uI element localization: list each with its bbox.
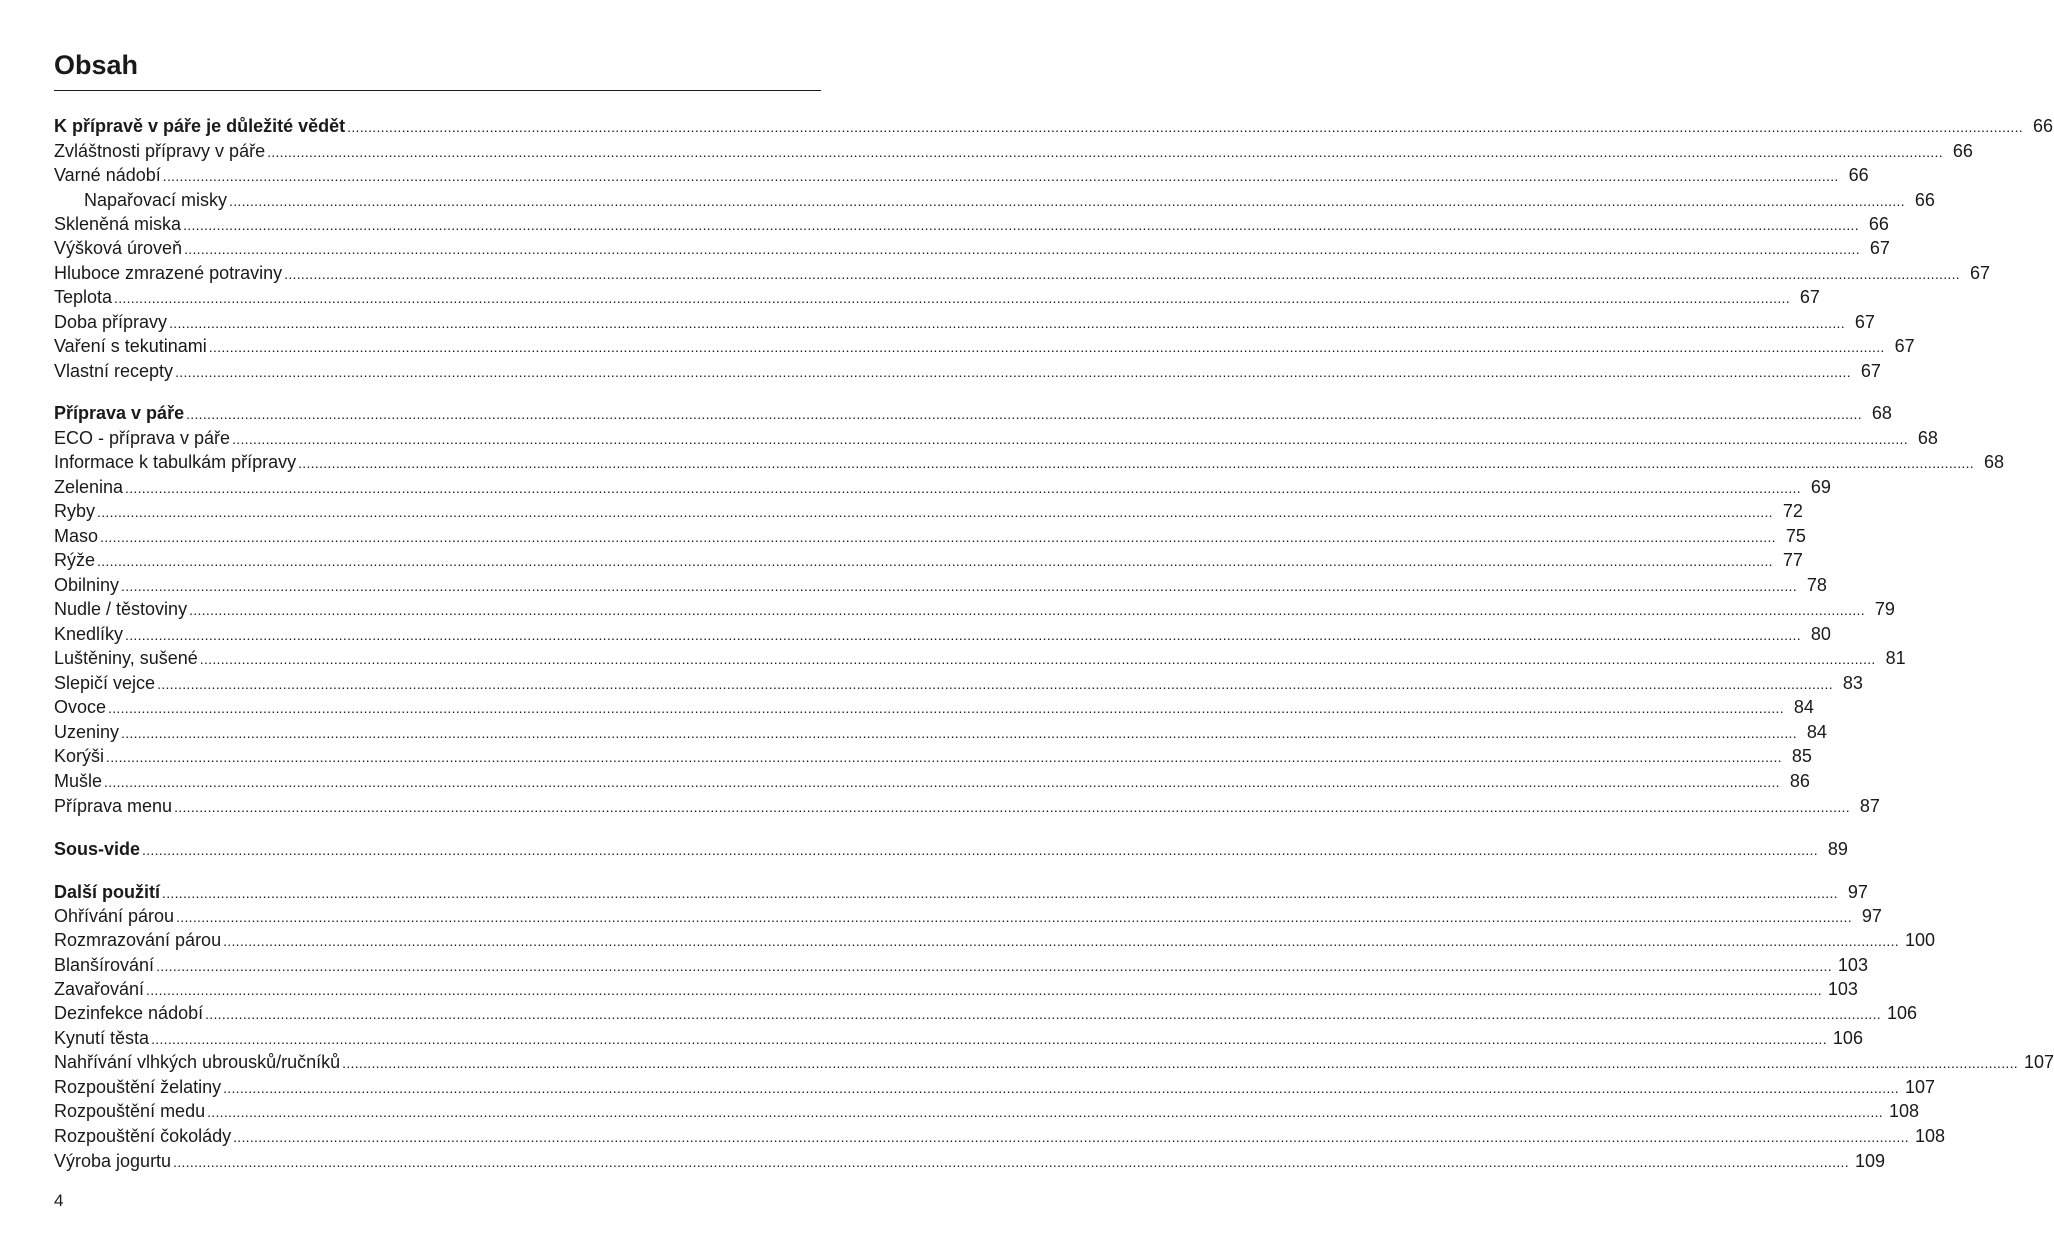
toc-entry[interactable] [54,188,1935,212]
toc-entry[interactable] [54,671,1863,695]
dot-leader: ................................................................................................................................................................................................................................................................................................................................................................................................................ [223,1080,1899,1096]
toc-entry-page: 68 [1917,428,1938,448]
dot-leader: ................................................................................................................................................................................................................................................................................................................................................................................................................ [342,1055,2018,1071]
toc-entry-label: ECO - příprava v páře [54,428,231,448]
toc-entry-label: Nudle / těstoviny [54,599,188,619]
toc-entry-page: 80 [1810,624,1831,644]
dot-leader: ................................................................................................................................................................................................................................................................................................................................................................................................................ [151,1031,1827,1047]
toc-entry-page: 75 [1785,526,1806,546]
dot-leader: ................................................................................................................................................................................................................................................................................................................................................................................................................ [169,315,1845,331]
toc-entry-label: Příprava menu [54,796,173,816]
toc-entry-label: Doba přípravy [54,312,168,332]
toc-entry-label: Sous-vide [54,839,141,859]
dot-leader: ................................................................................................................................................................................................................................................................................................................................................................................................................ [104,774,1780,790]
dot-leader: ................................................................................................................................................................................................................................................................................................................................................................................................................ [162,168,1839,184]
dot-leader: ................................................................................................................................................................................................................................................................................................................................................................................................................ [114,290,1790,306]
toc-entry[interactable] [54,450,2004,474]
toc-entry-label: Vaření s tekutinami [54,336,207,356]
toc-entry[interactable] [54,573,1827,597]
toc-entry-label: Příprava v páře [54,403,185,423]
toc-entry-label: Ovoce [54,697,107,717]
dot-leader: ................................................................................................................................................................................................................................................................................................................................................................................................................ [176,909,1852,925]
toc-entry[interactable] [54,401,1892,425]
dot-leader: ................................................................................................................................................................................................................................................................................................................................................................................................................ [125,480,1801,496]
toc-entry[interactable] [54,310,1875,334]
dot-leader: ................................................................................................................................................................................................................................................................................................................................................................................................................ [229,193,1905,209]
toc-entry-page: 106 [1886,1003,1918,1023]
dot-leader: ................................................................................................................................................................................................................................................................................................................................................................................................................ [100,529,1776,545]
dot-leader: ................................................................................................................................................................................................................................................................................................................................................................................................................ [298,455,1974,471]
toc-entry-label: Korýši [54,746,105,766]
toc-entry-label: Informace k tabulkám přípravy [54,452,297,472]
toc-entry[interactable] [54,548,1803,572]
dot-leader: ................................................................................................................................................................................................................................................................................................................................................................................................................ [189,602,1865,618]
toc-entry[interactable] [54,646,1906,670]
toc-entry-label: Mušle [54,771,103,791]
toc-entry-page: 107 [2024,1052,2054,1072]
toc-entry-label: Nahřívání vlhkých ubrousků/ručníků [54,1052,341,1072]
dot-leader: ................................................................................................................................................................................................................................................................................................................................................................................................................ [97,553,1773,569]
dot-leader: ................................................................................................................................................................................................................................................................................................................................................................................................................ [157,676,1833,692]
dot-leader: ................................................................................................................................................................................................................................................................................................................................................................................................................ [232,431,1908,447]
dot-leader: ................................................................................................................................................................................................................................................................................................................................................................................................................ [183,217,1859,233]
toc-entry-label: Skleněná miska [54,214,182,234]
toc-entry[interactable] [54,744,1812,768]
toc-entry[interactable] [54,499,1803,523]
dot-leader: ................................................................................................................................................................................................................................................................................................................................................................................................................ [207,1104,1883,1120]
toc-entry-page: 87 [1859,796,1880,816]
toc-entry-page: 72 [1782,501,1803,521]
toc-entry-page: 69 [1810,477,1831,497]
toc-entry-page: 66 [1848,165,1869,185]
toc-entry-page: 66 [1868,214,1889,234]
page-title: Obsah [54,50,139,80]
toc-entry-page: 67 [1869,238,1890,258]
toc-entry[interactable] [54,977,1858,1001]
toc-entry-page: 67 [1860,361,1881,381]
dot-leader: ................................................................................................................................................................................................................................................................................................................................................................................................................ [199,651,1876,667]
toc-entry[interactable] [54,1001,1918,1025]
toc-entry[interactable] [54,622,1831,646]
toc-entry[interactable] [54,261,1990,285]
toc-entry[interactable] [54,139,1973,163]
dot-leader: ................................................................................................................................................................................................................................................................................................................................................................................................................ [173,1154,1849,1170]
dot-leader: ................................................................................................................................................................................................................................................................................................................................................................................................................ [121,725,1797,741]
toc-entry-page: 85 [1791,746,1812,766]
toc-entry-page: 78 [1806,575,1827,595]
dot-leader: ................................................................................................................................................................................................................................................................................................................................................................................................................ [205,1006,1881,1022]
toc-entry[interactable] [54,1026,1863,1050]
toc-entry[interactable] [54,1124,1946,1148]
toc-entry-label: Rozpouštění čokolády [54,1126,232,1146]
toc-entry-page: 67 [1969,263,1990,283]
dot-leader: ................................................................................................................................................................................................................................................................................................................................................................................................................ [208,339,1885,355]
toc-entry-page: 86 [1789,771,1810,791]
toc-entry-page: 77 [1782,550,1803,570]
dot-leader: ................................................................................................................................................................................................................................................................................................................................................................................................................ [97,504,1773,520]
toc-entry-page: 107 [1904,1077,1936,1097]
toc-entry-page: 97 [1847,882,1868,902]
toc-entry[interactable] [54,904,1882,928]
dot-leader: ................................................................................................................................................................................................................................................................................................................................................................................................................ [156,958,1832,974]
toc-entry[interactable] [54,426,1938,450]
dot-leader: ................................................................................................................................................................................................................................................................................................................................................................................................................ [162,885,1838,901]
title-divider [54,90,821,91]
toc-entry-label: Ryby [54,501,96,521]
dot-leader: ................................................................................................................................................................................................................................................................................................................................................................................................................ [284,266,1960,282]
toc-entry[interactable] [54,720,1827,744]
toc-entry-page: 108 [1914,1126,1946,1146]
dot-leader: ................................................................................................................................................................................................................................................................................................................................................................................................................ [125,627,1801,643]
toc-entry[interactable] [54,236,1890,260]
toc-entry[interactable] [54,695,1814,719]
toc-entry[interactable] [54,475,1831,499]
toc-entry[interactable] [54,1149,1885,1173]
toc-entry-page: 67 [1894,336,1915,356]
toc-entry-label: Zvláštnosti přípravy v páře [54,141,266,161]
toc-entry-label: Obilniny [54,575,120,595]
toc-entry-label: Varné nádobí [54,165,161,185]
page-number: 4 [54,1191,64,1210]
toc-entry-label: Napařovací misky [84,190,228,210]
toc-entry[interactable] [54,928,1935,952]
toc-entry-label: Dezinfekce nádobí [54,1003,204,1023]
toc-entry[interactable] [54,212,1889,236]
dot-leader: ................................................................................................................................................................................................................................................................................................................................................................................................................ [142,842,1818,858]
toc-entry[interactable] [54,1099,1919,1123]
toc-entry-page: 68 [1871,403,1892,423]
toc-entry-page: 89 [1827,839,1848,859]
toc-entry-label: Blanšírování [54,955,155,975]
dot-leader: ................................................................................................................................................................................................................................................................................................................................................................................................................ [121,578,1797,594]
toc-entry[interactable] [54,163,1869,187]
toc-entry-page: 66 [1914,190,1935,210]
toc-entry-label: Maso [54,526,99,546]
dot-leader: ................................................................................................................................................................................................................................................................................................................................................................................................................ [174,799,1850,815]
dot-leader: ................................................................................................................................................................................................................................................................................................................................................................................................................ [223,933,1899,949]
toc-entry-label: Rýže [54,550,96,570]
toc-entry-page: 84 [1793,697,1814,717]
toc-entry-page: 81 [1885,648,1906,668]
toc-entry[interactable] [54,880,1868,904]
dot-leader: ................................................................................................................................................................................................................................................................................................................................................................................................................ [106,749,1782,765]
toc-entry-label: Další použití [54,882,161,902]
toc-entry-page: 108 [1888,1101,1919,1121]
toc-entry-page: 66 [1952,141,1973,161]
dot-leader: ................................................................................................................................................................................................................................................................................................................................................................................................................ [108,700,1784,716]
toc-entry[interactable] [54,359,1881,383]
toc-entry[interactable] [54,285,1820,309]
toc-entry-page: 97 [1861,906,1882,926]
toc-entry-label: Výšková úroveň [54,238,183,258]
toc-entry-label: Kynutí těsta [54,1028,150,1048]
toc-entry-label: Luštěniny, sušené [54,648,198,668]
toc-entry[interactable] [54,837,1848,861]
dot-leader: ................................................................................................................................................................................................................................................................................................................................................................................................................ [186,406,1862,422]
toc-entry-page: 109 [1854,1151,1885,1171]
toc-entry-page: 66 [2032,116,2053,136]
toc-entry-label: K přípravě v páře je důležité vědět [54,116,346,136]
toc-entry[interactable] [54,769,1810,793]
toc-entry-label: Výroba jogurtu [54,1151,172,1171]
toc-entry-label: Zavařování [54,979,145,999]
toc-entry-page: 67 [1799,287,1820,307]
toc-entry-label: Vlastní recepty [54,361,174,381]
toc-entry-label: Rozmrazování párou [54,930,222,950]
toc-entry-page: 100 [1904,930,1935,950]
toc-entry-page: 67 [1854,312,1875,332]
toc-entry-page: 84 [1806,722,1827,742]
toc-entry[interactable] [54,794,1880,818]
toc-entry-page: 103 [1827,979,1858,999]
toc-entry-page: 83 [1842,673,1863,693]
toc-entry[interactable] [54,524,1806,548]
toc-entry-page: 68 [1983,452,2004,472]
dot-leader: ................................................................................................................................................................................................................................................................................................................................................................................................................ [233,1129,1909,1145]
toc-entry[interactable] [54,1050,2054,1074]
toc-entry[interactable] [54,597,1895,621]
toc-entry-page: 106 [1832,1028,1863,1048]
toc-entry-label: Rozpouštění želatiny [54,1077,222,1097]
toc-entry[interactable] [54,953,1868,977]
toc-entry[interactable] [54,114,2053,138]
toc-entry-page: 79 [1874,599,1895,619]
toc-entry-label: Teplota [54,287,113,307]
dot-leader: ................................................................................................................................................................................................................................................................................................................................................................................................................ [267,144,1943,160]
toc-entry-label: Knedlíky [54,624,124,644]
dot-leader: ................................................................................................................................................................................................................................................................................................................................................................................................................ [175,364,1851,380]
toc-entry-page: 103 [1837,955,1868,975]
dot-leader: ................................................................................................................................................................................................................................................................................................................................................................................................................ [347,119,2023,135]
toc-entry-label: Zelenina [54,477,124,497]
toc-entry[interactable] [54,1075,1936,1099]
toc-entry-label: Ohřívání párou [54,906,175,926]
toc-entry-label: Uzeniny [54,722,120,742]
toc-entry-label: Hluboce zmrazené potraviny [54,263,283,283]
dot-leader: ................................................................................................................................................................................................................................................................................................................................................................................................................ [184,241,1860,257]
toc-entry[interactable] [54,334,1915,358]
toc-entry-label: Slepičí vejce [54,673,156,693]
dot-leader: ................................................................................................................................................................................................................................................................................................................................................................................................................ [146,982,1822,998]
toc-entry-label: Rozpouštění medu [54,1101,206,1121]
